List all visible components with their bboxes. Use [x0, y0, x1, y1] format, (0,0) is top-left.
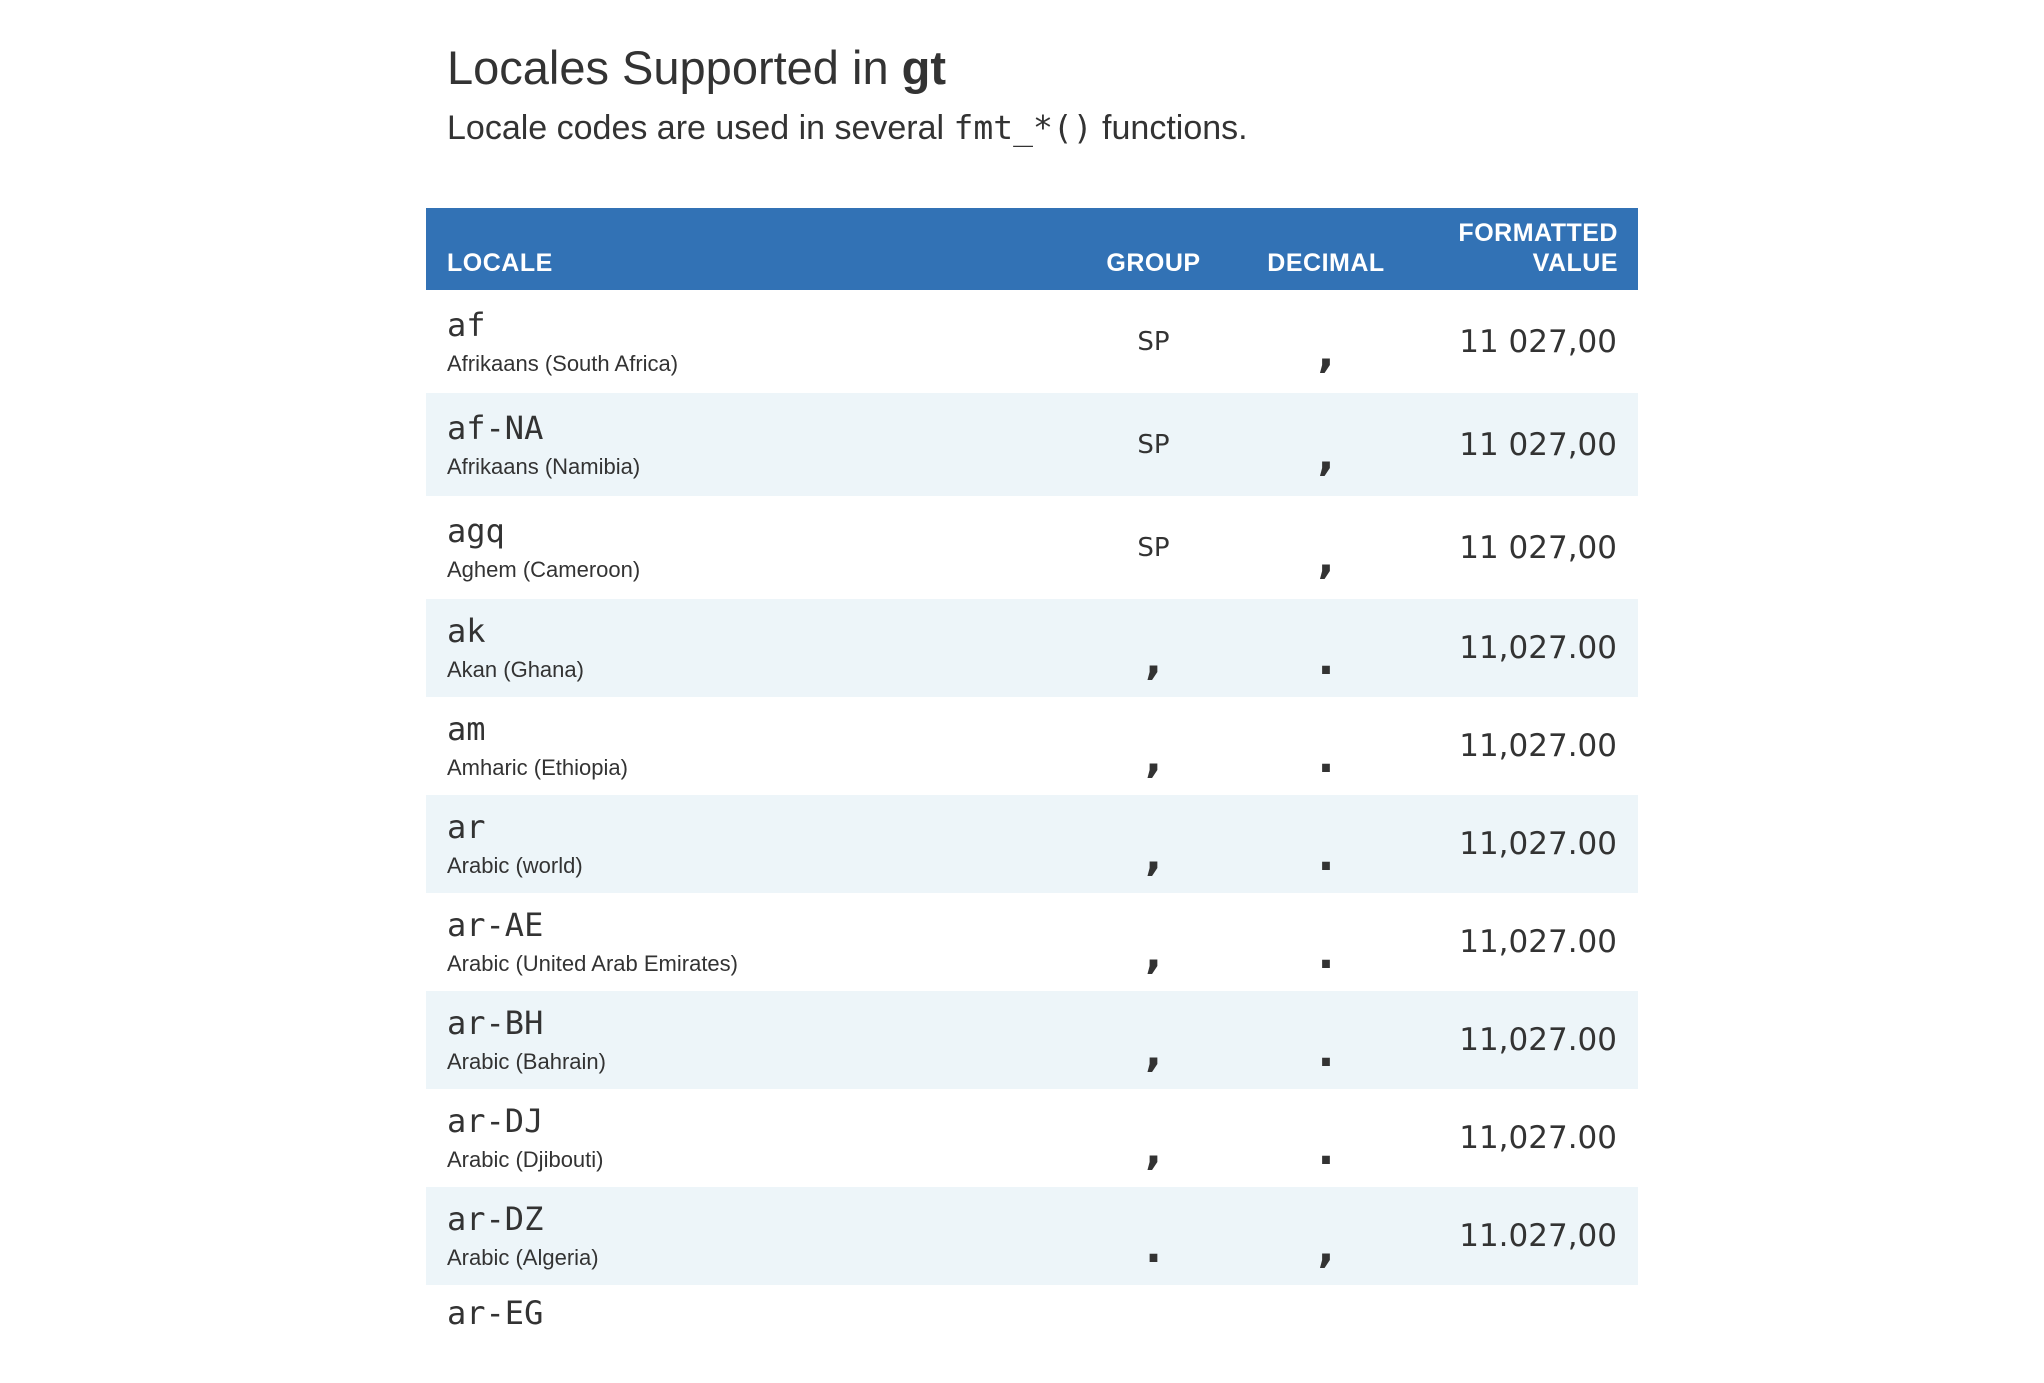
- decimal-cell: [1241, 1187, 1411, 1285]
- locale-name: Aghem (Cameroon): [447, 556, 641, 582]
- page-subtitle-suffix: functions.: [1092, 109, 1248, 147]
- locale-cell: [426, 1089, 1066, 1187]
- group-symbol: ,: [1145, 1123, 1162, 1175]
- locale-cell: [426, 1285, 1066, 1383]
- locale-code: ar-BH: [447, 1004, 544, 1042]
- group-cell: [1066, 991, 1241, 1089]
- decimal-symbol: ,: [1317, 430, 1335, 481]
- group-cell: [1066, 795, 1241, 893]
- table-row: [426, 991, 1638, 1089]
- locale-code: ar-DZ: [447, 1200, 544, 1238]
- formatted-value: 11,027.00: [1459, 630, 1617, 666]
- formatted-value: 11 027,00: [1459, 529, 1617, 566]
- decimal-symbol: ,: [1317, 327, 1335, 378]
- locale-cell: [426, 697, 1066, 795]
- empty-cell: [1411, 1285, 1638, 1383]
- group-symbol: SP: [1137, 533, 1170, 563]
- column-header-group: GROUP: [1106, 249, 1201, 277]
- group-symbol: SP: [1137, 327, 1170, 357]
- locale-cell: [426, 496, 1066, 599]
- locale-name: Afrikaans (Namibia): [447, 453, 641, 479]
- decimal-symbol: .: [1317, 633, 1335, 685]
- decimal-symbol: .: [1317, 1123, 1335, 1175]
- page-subtitle: [447, 108, 1248, 148]
- decimal-symbol: .: [1317, 829, 1335, 881]
- table-row: [426, 1089, 1638, 1187]
- decimal-cell: [1241, 496, 1411, 599]
- formatted-value: 11 027,00: [1459, 426, 1617, 463]
- locale-cell: [426, 393, 1066, 496]
- group-cell: [1066, 697, 1241, 795]
- page-subtitle-code: fmt_*(): [953, 108, 1093, 147]
- table-row-partial: [426, 1285, 1638, 1383]
- decimal-symbol: .: [1317, 731, 1335, 783]
- locales-table: [426, 208, 1638, 1383]
- table-row: [426, 1187, 1638, 1285]
- locale-name: Arabic (United Arab Emirates): [447, 951, 738, 976]
- table-row: [426, 393, 1638, 496]
- decimal-symbol: .: [1317, 927, 1335, 979]
- locale-code: agq: [447, 511, 505, 550]
- group-cell: [1066, 496, 1241, 599]
- column-header-decimal: DECIMAL: [1267, 249, 1385, 277]
- locale-cell: [426, 1187, 1066, 1285]
- group-cell: [1066, 599, 1241, 697]
- group-cell: [1066, 1187, 1241, 1285]
- locale-name: Amharic (Ethiopia): [447, 755, 628, 780]
- page-subtitle-prefix: Locale codes are used in several: [447, 109, 954, 147]
- table-row: [426, 697, 1638, 795]
- locale-name: Afrikaans (South Africa): [447, 350, 679, 376]
- decimal-cell: [1241, 893, 1411, 991]
- table-row: [426, 795, 1638, 893]
- table-row: [426, 290, 1638, 393]
- group-cell: [1066, 1089, 1241, 1187]
- table-row: [426, 893, 1638, 991]
- locale-name: Arabic (Djibouti): [447, 1147, 604, 1172]
- group-symbol: ,: [1145, 829, 1162, 881]
- group-symbol: ,: [1145, 731, 1162, 783]
- decimal-cell: [1241, 991, 1411, 1089]
- formatted-value: 11,027.00: [1459, 826, 1617, 862]
- group-symbol: .: [1145, 1221, 1162, 1273]
- decimal-cell: [1241, 697, 1411, 795]
- formatted-value: 11 027,00: [1459, 323, 1617, 360]
- locale-cell: [426, 893, 1066, 991]
- page-title-prefix: Locales Supported in: [447, 41, 902, 94]
- empty-cell: [1066, 1285, 1241, 1383]
- column-header-locale: LOCALE: [447, 249, 553, 277]
- locale-code: ar-DJ: [447, 1102, 544, 1140]
- group-cell: [1066, 290, 1241, 393]
- locale-name: Arabic (Bahrain): [447, 1049, 606, 1074]
- formatted-value: 11.027,00: [1459, 1218, 1617, 1254]
- table-header-row: [426, 208, 1638, 290]
- table-body: [426, 290, 1638, 1383]
- locale-code: ak: [447, 612, 486, 650]
- decimal-cell: [1241, 599, 1411, 697]
- group-symbol: ,: [1145, 633, 1162, 685]
- locale-cell: [426, 991, 1066, 1089]
- locale-cell: [426, 290, 1066, 393]
- locale-name: Akan (Ghana): [447, 657, 584, 682]
- formatted-value: 11,027.00: [1459, 1022, 1617, 1058]
- locale-code: af-NA: [447, 408, 544, 447]
- formatted-value: 11,027.00: [1459, 924, 1617, 960]
- decimal-cell: [1241, 290, 1411, 393]
- table-row: [426, 599, 1638, 697]
- group-cell: [1066, 393, 1241, 496]
- locale-code: am: [447, 710, 486, 748]
- table-row: [426, 496, 1638, 599]
- decimal-symbol: .: [1317, 1025, 1335, 1077]
- formatted-value: 11,027.00: [1459, 1120, 1617, 1156]
- group-symbol: SP: [1137, 430, 1170, 460]
- group-symbol: ,: [1145, 927, 1162, 979]
- formatted-value: 11,027.00: [1459, 728, 1617, 764]
- locale-code: ar-EG: [447, 1294, 544, 1332]
- decimal-cell: [1241, 393, 1411, 496]
- decimal-symbol: ,: [1317, 1221, 1335, 1273]
- decimal-cell: [1241, 795, 1411, 893]
- locale-name: Arabic (world): [447, 853, 583, 878]
- locale-code: ar-AE: [447, 906, 544, 944]
- page: [426, 0, 1638, 1332]
- decimal-symbol: ,: [1317, 533, 1335, 584]
- column-header-formatted-value: [1411, 208, 1638, 290]
- page-title-emphasis: gt: [901, 41, 947, 94]
- locale-cell: [426, 599, 1066, 697]
- empty-cell: [1241, 1285, 1411, 1383]
- page-title: [447, 40, 946, 95]
- column-header-formatted-value-line1: FORMATTED: [1458, 219, 1618, 247]
- locale-code: ar: [447, 808, 486, 846]
- column-header-formatted-value-line2: VALUE: [1532, 249, 1618, 277]
- decimal-cell: [1241, 1089, 1411, 1187]
- group-cell: [1066, 893, 1241, 991]
- locale-cell: [426, 795, 1066, 893]
- group-symbol: ,: [1145, 1025, 1162, 1077]
- locale-code: af: [447, 305, 486, 344]
- locale-name: Arabic (Algeria): [447, 1245, 599, 1270]
